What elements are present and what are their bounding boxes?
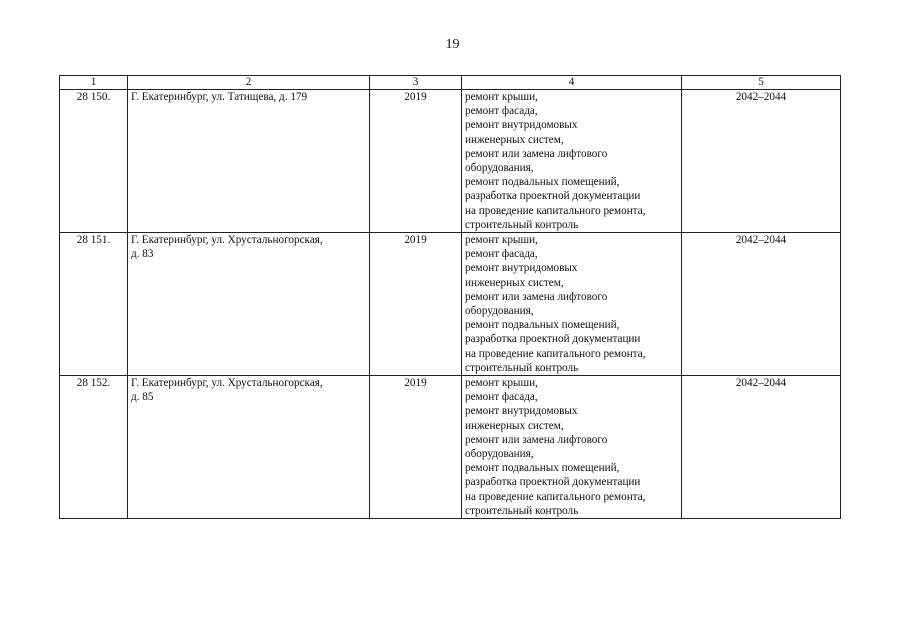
address-cell	[128, 233, 370, 376]
work-item: ремонт внутридомовых	[465, 119, 578, 132]
work-item: ремонт или замена лифтового	[465, 290, 608, 303]
work-item: ремонт крыши,	[465, 377, 538, 390]
work-item: ремонт крыши,	[465, 234, 538, 247]
work-item: ремонт фасада,	[465, 248, 538, 261]
work-item: строительный контроль	[465, 218, 579, 231]
work-item: ремонт крыши,	[465, 91, 538, 103]
works-cell	[462, 90, 682, 233]
work-item: ремонт фасада,	[465, 391, 538, 404]
work-item: ремонт или замена лифтового	[465, 147, 608, 160]
work-item: ремонт или замена лифтового	[465, 433, 608, 446]
work-item: ремонт подвальных помещений,	[465, 319, 620, 332]
work-item: инженерных систем,	[465, 276, 564, 289]
works-cell	[462, 376, 682, 519]
address-line: д. 85	[131, 391, 154, 404]
period-cell: 2042–2044	[682, 233, 841, 376]
address-line: Г. Екатеринбург, ул. Татищева, д. 179	[131, 91, 308, 103]
table-row	[60, 233, 841, 376]
table-body	[60, 90, 841, 519]
year-cell: 2019	[370, 233, 462, 376]
work-item: инженерных систем,	[465, 133, 564, 146]
column-header-5: 5	[682, 76, 841, 90]
page-number: 19	[445, 37, 460, 52]
work-item: ремонт внутридомовых	[465, 405, 578, 418]
period-cell: 2042–2044	[682, 90, 841, 233]
address-line: Г. Екатеринбург, ул. Хрустальногорская,	[131, 234, 323, 247]
work-item: строительный контроль	[465, 361, 579, 374]
work-item: строительный контроль	[465, 504, 579, 517]
address-line: д. 83	[131, 248, 154, 261]
row-number-cell: 28 152.	[60, 376, 128, 519]
work-item: разработка проектной документации	[465, 476, 641, 489]
year-cell: 2019	[370, 376, 462, 519]
row-number-cell: 28 150.	[60, 90, 128, 233]
work-item: на проведение капитального ремонта,	[465, 490, 646, 503]
work-item: оборудования,	[465, 448, 534, 461]
column-header-3: 3	[370, 76, 462, 90]
table-row	[60, 90, 841, 233]
column-header-1: 1	[60, 76, 128, 90]
work-item: разработка проектной документации	[465, 333, 641, 346]
year-cell: 2019	[370, 90, 462, 233]
work-item: ремонт фасада,	[465, 105, 538, 118]
work-item: оборудования,	[465, 162, 534, 175]
work-item: оборудования,	[465, 305, 534, 318]
work-item: инженерных систем,	[465, 419, 564, 432]
address-line: Г. Екатеринбург, ул. Хрустальногорская,	[131, 377, 323, 390]
work-item: на проведение капитального ремонта,	[465, 347, 646, 360]
work-item: ремонт подвальных помещений,	[465, 176, 620, 189]
work-item: ремонт подвальных помещений,	[465, 462, 620, 475]
address-cell	[128, 90, 370, 233]
column-header-2: 2	[128, 76, 370, 90]
works-cell	[462, 233, 682, 376]
row-number-cell: 28 151.	[60, 233, 128, 376]
work-item: ремонт внутридомовых	[465, 262, 578, 275]
period-cell: 2042–2044	[682, 376, 841, 519]
work-item: разработка проектной документации	[465, 190, 641, 203]
table-row	[60, 376, 841, 519]
column-header-4: 4	[462, 76, 682, 90]
table-header-row	[60, 76, 841, 90]
work-item: на проведение капитального ремонта,	[465, 204, 646, 217]
register-table	[59, 75, 841, 519]
address-cell	[128, 376, 370, 519]
